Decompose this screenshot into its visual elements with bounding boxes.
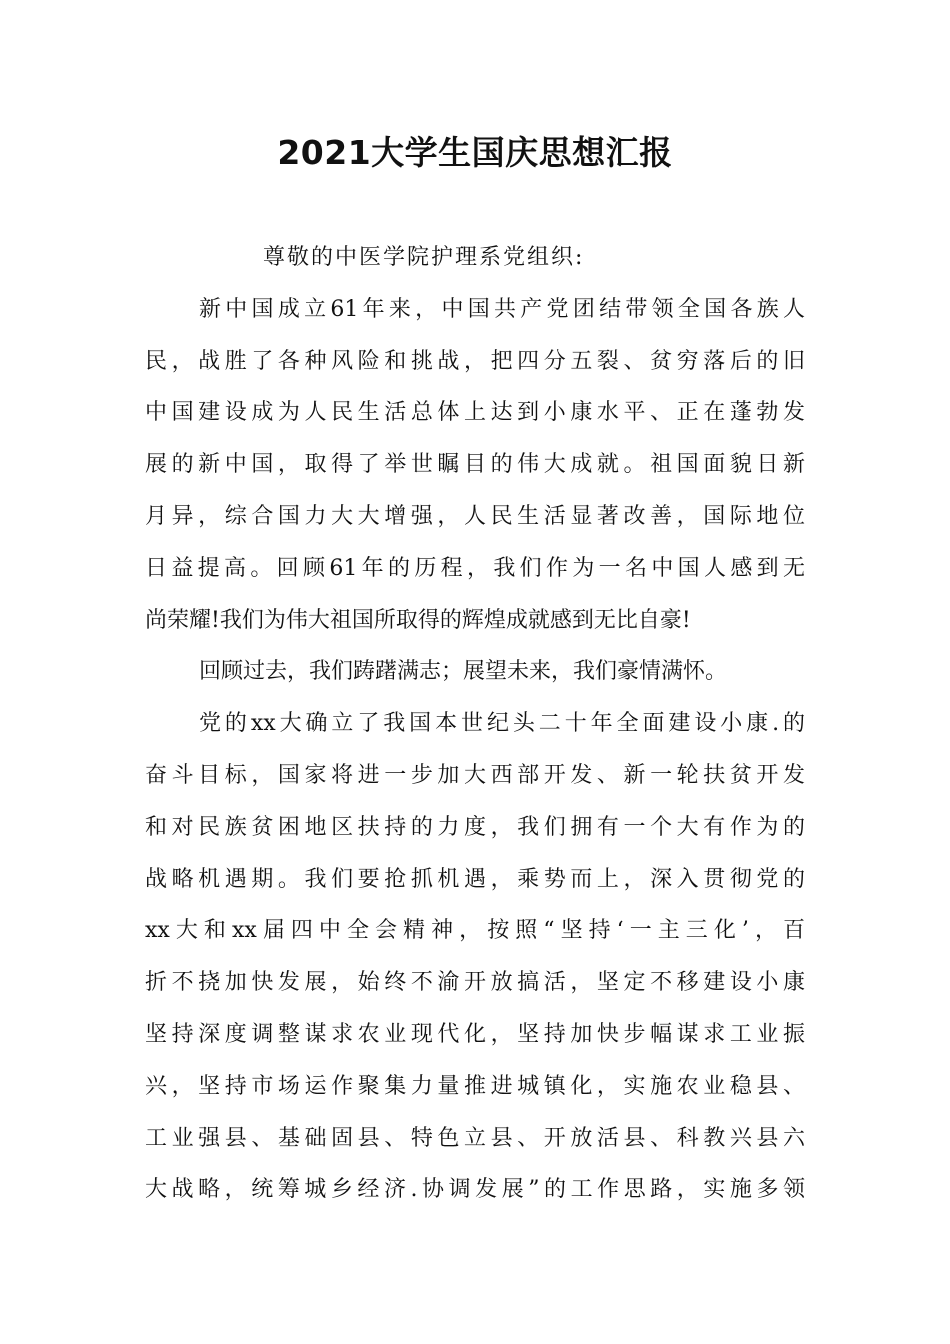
paragraph-1-line-7: 尚荣耀!我们为伟大祖国所取得的辉煌成就感到无比自豪! xyxy=(145,607,691,633)
paragraph-3-line-10: 大战略，统筹城乡经济.协调发展”的工作思路，实施多领 xyxy=(145,1177,805,1203)
paragraph-2-line-1: 回顾过去，我们踌躇满志；展望未来，我们豪情满怀。 xyxy=(199,659,728,685)
paragraph-3-line-9: 工业强县、基础固县、特色立县、开放活县、科教兴县六 xyxy=(145,1125,805,1151)
paragraph-1-line-5: 月异，综合国力大大增强，人民生活显著改善，国际地位 xyxy=(145,503,805,529)
paragraph-3-line-2: 奋斗目标，国家将进一步加大西部开发、新一轮扶贫开发 xyxy=(145,762,805,788)
salutation: 尊敬的中医学院护理系党组织: xyxy=(263,245,585,270)
paragraph-3-line-4: 战略机遇期。我们要抢抓机遇，乘势而上，深入贯彻党的 xyxy=(145,866,805,892)
paragraph-3-line-5: xx大和xx届四中全会精神，按照“坚持‘一主三化’，百 xyxy=(145,918,805,944)
paragraph-3-line-3: 和对民族贫困地区扶持的力度，我们拥有一个大有作为的 xyxy=(145,814,805,840)
document-body xyxy=(145,232,805,1216)
paragraph-3-line-6: 折不挠加快发展，始终不渝开放搞活，坚定不移建设小康 xyxy=(145,970,805,996)
paragraph-1-line-4: 展的新中国，取得了举世瞩目的伟大成就。祖国面貌日新 xyxy=(145,452,805,478)
paragraph-1-line-3: 中国建设成为人民生活总体上达到小康水平、正在蓬勃发 xyxy=(145,400,805,426)
paragraph-3-line-8: 兴，坚持市场运作聚集力量推进城镇化，实施农业稳县、 xyxy=(145,1073,805,1099)
paragraph-1-line-2: 民，战胜了各种风险和挑战，把四分五裂、贫穷落后的旧 xyxy=(145,348,805,374)
paragraph-1-line-1: 新中国成立61年来，中国共产党团结带领全国各族人 xyxy=(199,296,805,322)
paragraph-1-line-6: 日益提高。回顾61年的历程，我们作为一名中国人感到无 xyxy=(145,555,805,581)
document-title: 2021大学生国庆思想汇报 xyxy=(277,133,673,172)
paragraph-3-line-7: 坚持深度调整谋求农业现代化，坚持加快步幅谋求工业振 xyxy=(145,1021,805,1047)
paragraph-3-line-1: 党的xx大确立了我国本世纪头二十年全面建设小康.的 xyxy=(199,711,805,737)
